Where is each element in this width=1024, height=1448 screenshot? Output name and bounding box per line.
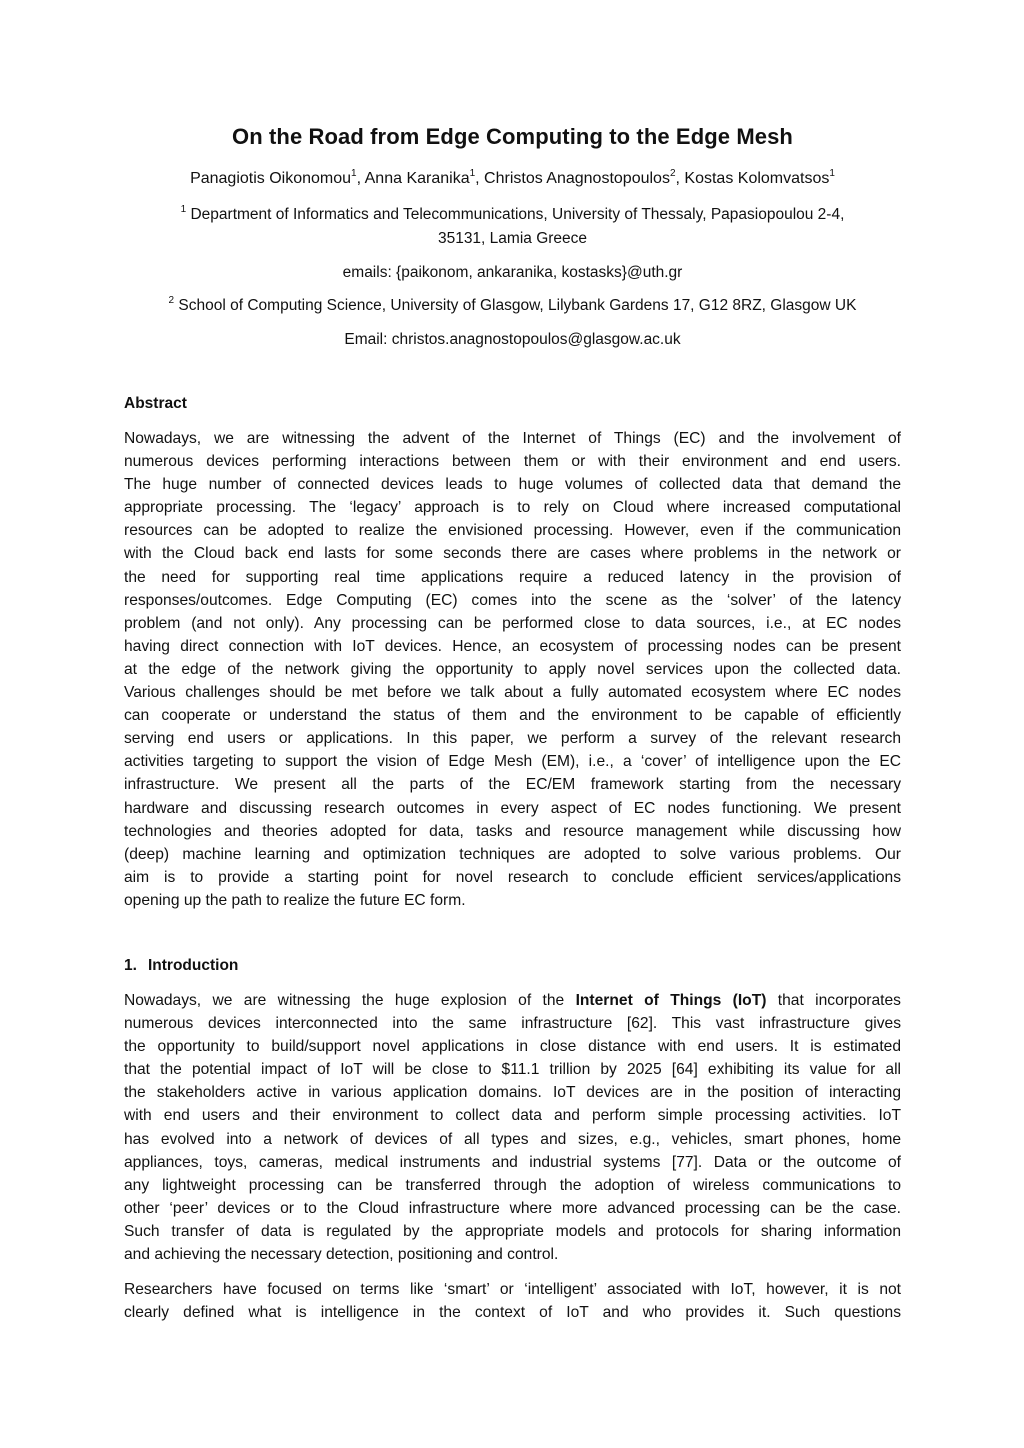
intro-line: has evolved into a network of devices of all types and sizes, e.g., vehicles, smart phones, home [124, 1130, 901, 1148]
email-glasgow: Email: christos.anagnostopoulos@glasgow.ac.uk [344, 331, 681, 348]
introduction-paragraph-1 [124, 989, 901, 1266]
abstract-line: problem (and not only). Any processing can be performed close to data sources, i.e., at EC nodes [124, 614, 901, 632]
intro-line [124, 989, 901, 1012]
abstract-line: (deep) machine learning and optimization techniques are adopted to solve various problems. Our [124, 845, 901, 863]
affiliation-mark: 1 [180, 204, 187, 215]
author-affil-mark: 1 [469, 168, 476, 179]
abstract-line: responses/outcomes. Edge Computing (EC) comes into the scene as the ‘solver’ of the latency [124, 591, 901, 609]
abstract-line: numerous devices performing interactions between them or with their environment and end users. [124, 453, 901, 471]
intro-text: Nowadays, we are witnessing the huge explosion of the [124, 992, 565, 1009]
abstract-line: serving end users or applications. In this paper, we perform a survey of the relevant research [124, 730, 901, 748]
introduction-heading [124, 957, 238, 975]
abstract-heading: Abstract [124, 395, 187, 412]
abstract-line: resources can be adopted to realize the envisioned processing. However, even if the communication [124, 522, 901, 540]
abstract-line: can cooperate or understand the status of them and the environment to be capable of efficiently [124, 707, 901, 725]
author-name: Panagiotis Oikonomou [190, 170, 352, 187]
affiliation-glasgow [124, 294, 901, 318]
intro-line: with end users and their environment to collect data and perform simple processing activities. IoT [124, 1107, 901, 1125]
abstract-line: activities targeting to support the vision of Edge Mesh (EM), i.e., a ‘cover’ of intelligence upon the EC [124, 753, 901, 771]
affiliation-uth [124, 203, 901, 251]
emails-uth: emails: {paikonom, ankaranika, kostasks}@uth.gr [342, 264, 683, 281]
affiliation-line: Department of Informatics and Telecommunications, University of Thessaly, Papasiopoulou 2-4, [190, 206, 845, 223]
author-name: Anna Karanika [364, 170, 470, 187]
abstract-line: at the edge of the network giving the opportunity to apply novel services upon the collected data. [124, 660, 901, 678]
affiliation-line: School of Computing Science, University of Glasgow, Lilybank Gardens 17, G12 8RZ, Glasgow UK [178, 297, 857, 314]
paper-title: On the Road from Edge Computing to the Edge Mesh [232, 124, 793, 149]
intro-line: the opportunity to build/support novel applications in close distance with end users. It is estimated [124, 1038, 901, 1056]
intro-line: and achieving the necessary detection, positioning and control. [124, 1246, 559, 1264]
abstract-body [124, 427, 901, 912]
author-affil-mark: 1 [829, 168, 835, 179]
author-name: Christos Anagnostopoulos [484, 170, 670, 187]
intro-line: numerous devices interconnected into the same infrastructure [62]. This vast infrastructure gives [124, 1015, 901, 1033]
author-list: Panagiotis Oikonomou$^1$, Anna Karanika$^1$, Christos Anagnostopoulos$^2$, Kostas Kolomvatsos$^1$ [190, 168, 835, 187]
abstract-line: Nowadays, we are witnessing the advent of the Internet of Things (EC) and the involvement of [124, 430, 901, 447]
intro-line: that the potential impact of IoT will be close to $11.1 trillion by 2025 [64] exhibiting its value for all [124, 1061, 901, 1079]
intro-line: other ‘peer’ devices or to the Cloud infrastructure where more advanced processing can be the case. [124, 1199, 901, 1217]
abstract-line: appropriate processing. The ‘legacy’ approach is to rely on Cloud where increased computational [124, 499, 901, 517]
affiliation-mark: 2 [168, 295, 175, 306]
intro-line: appliances, toys, cameras, medical instruments and industrial systems [77]. Data or the outcome of [124, 1153, 901, 1171]
abstract-line: Various challenges should be met before we talk about a fully automated ecosystem where EC nodes [124, 684, 901, 702]
abstract-line: aim is to provide a starting point for novel research to conclude efficient services/applications [124, 868, 901, 886]
intro-text: that incorporates [777, 992, 901, 1009]
intro-line: Researchers have focused on terms like ‘smart’ or ‘intelligent’ associated with IoT, however, it is not [124, 1281, 901, 1298]
affiliation-line: 35131, Lamia Greece [437, 230, 588, 247]
intro-line: the stakeholders active in various application domains. IoT devices are in the position of interacting [124, 1084, 901, 1102]
abstract-line: opening up the path to realize the future EC form. [124, 891, 466, 909]
abstract-line: having direct connection with IoT devices. Hence, an ecosystem of processing nodes can be present [124, 637, 901, 655]
abstract-line: with the Cloud back end lasts for some seconds there are cases where problems in the network or [124, 545, 901, 563]
section-number: 1. [124, 957, 137, 974]
author-name: Kostas Kolomvatsos [684, 170, 830, 187]
introduction-paragraph-2 [124, 1278, 901, 1324]
abstract-line: hardware and discussing research outcomes in every aspect of EC nodes functioning. We present [124, 799, 901, 817]
abstract-line: The huge number of connected devices leads to huge volumes of collected data that demand the [124, 476, 901, 494]
intro-line: any lightweight processing can be transferred through the adoption of wireless communications to [124, 1176, 901, 1194]
section-title: Introduction [148, 957, 239, 974]
intro-bold-term: Internet of Things (IoT) [575, 992, 767, 1009]
abstract-line: infrastructure. We present all the parts of the EC/EM framework starting from the necessary [124, 776, 901, 794]
author-affil-mark: 1 [351, 168, 357, 179]
intro-line: Such transfer of data is regulated by the appropriate models and protocols for sharing information [124, 1222, 901, 1240]
abstract-line: the need for supporting real time applications require a reduced latency in the provision of [124, 568, 901, 586]
abstract-line: technologies and theories adopted for data, tasks and resource management while discussing how [124, 822, 901, 840]
intro-line: clearly defined what is intelligence in the context of IoT and who provides it. Such questions [124, 1304, 901, 1322]
author-affil-mark: 2 [669, 168, 676, 179]
